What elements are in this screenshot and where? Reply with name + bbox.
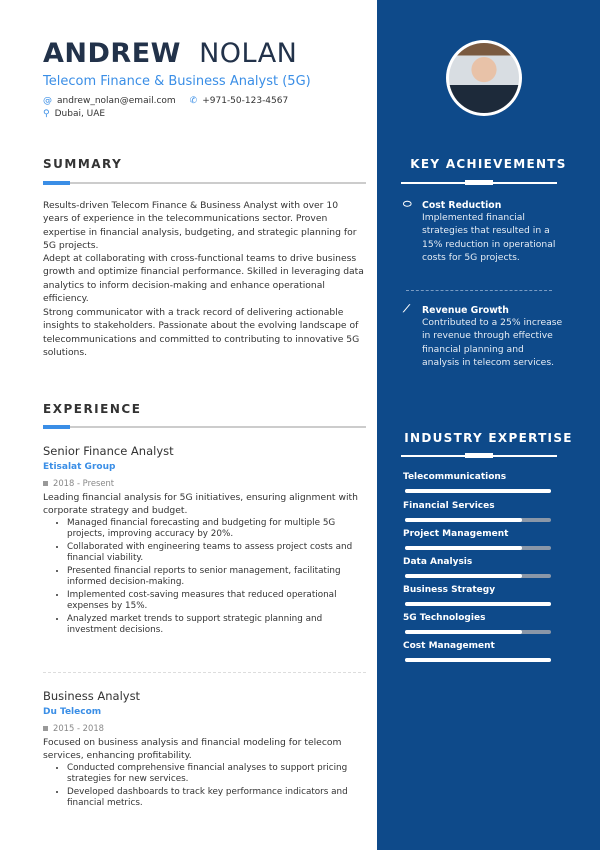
- bullet: • Presented financial reports to senior management, facilitating informed decision-making.: [67, 566, 373, 588]
- divider: [43, 426, 366, 428]
- calendar-icon: [43, 726, 48, 731]
- skill-item: [403, 501, 553, 522]
- company: Du Telecom: [43, 707, 102, 717]
- summary-paragraph: Strong communicator with a track record of delivering actionable insights to stakeholders. Passionate about the evolving landscape of telecommunications and committed to contributing to innovative 5G solutions.: [43, 307, 360, 358]
- job-separator: [43, 672, 366, 673]
- skill-item: [403, 613, 553, 634]
- expertise-heading: INDUSTRY EXPERTISE: [404, 431, 573, 445]
- profile-photo: [446, 40, 522, 116]
- job-bullets: [43, 518, 373, 636]
- piggy-bank-icon: ⬭: [403, 199, 412, 210]
- summary-paragraph: Adept at collaborating with cross-functional teams to drive business growth and optimize financial performance. Skilled in leveraging data analytics to inform decision-making and enhance operational efficiency.: [43, 253, 364, 304]
- skill-name: 5G Technologies: [403, 613, 486, 623]
- location: Dubai, UAE: [54, 109, 106, 119]
- divider: [401, 182, 557, 184]
- skill-level-bar: [405, 574, 551, 578]
- job-dates: [43, 478, 373, 488]
- phone-icon: ✆: [189, 96, 198, 106]
- achievement-text: Implemented financial strategies that resulted in a 15% reduction in operational costs for 5G projects.: [422, 212, 556, 263]
- skill-name: Financial Services: [403, 501, 495, 511]
- skill-level-fill: [405, 489, 551, 493]
- sidebar: [377, 0, 600, 850]
- map-pin-icon: ⚲: [43, 109, 50, 119]
- divider: [401, 455, 557, 457]
- skill-level-bar: [405, 630, 551, 634]
- candidate-name: [43, 38, 297, 69]
- job-summary: Leading financial analysis for 5G initiatives, ensuring alignment with corporate strategy and budget.: [43, 492, 358, 517]
- achievement-title: Revenue Growth: [422, 305, 509, 316]
- divider: [43, 182, 366, 184]
- achievement-item: [403, 200, 563, 264]
- bullet: • Analyzed market trends to support strategic planning and investment decisions.: [67, 614, 373, 636]
- skill-name: Telecommunications: [403, 472, 507, 482]
- skill-item: [403, 529, 553, 550]
- location-row: [43, 109, 105, 119]
- skill-item: [403, 641, 553, 662]
- skill-level-fill: [405, 602, 551, 606]
- chart-line-icon: ⟋: [403, 304, 410, 315]
- skill-level-fill: [405, 574, 522, 578]
- bullet: • Collaborated with engineering teams to assess project costs and financial viability.: [67, 542, 373, 564]
- skill-level-bar: [405, 518, 551, 522]
- bullet: • Conducted comprehensive financial analyses to support pricing strategies for new services.: [67, 763, 373, 785]
- job-entry: [43, 444, 373, 638]
- skill-name: Project Management: [403, 529, 509, 539]
- skill-item: [403, 557, 553, 578]
- job-role: Senior Finance Analyst: [43, 444, 174, 458]
- skill-level-fill: [405, 630, 522, 634]
- first-name: ANDREW: [43, 38, 181, 69]
- skill-name: Cost Management: [403, 641, 495, 651]
- email[interactable]: andrew_nolan@email.com: [57, 96, 176, 106]
- skill-level-fill: [405, 546, 522, 550]
- dates-text: 2018 - Present: [53, 478, 115, 488]
- dates-text: 2015 - 2018: [53, 723, 104, 733]
- job-role: Business Analyst: [43, 689, 141, 703]
- at-icon: @: [43, 96, 52, 106]
- summary-heading: SUMMARY: [43, 157, 123, 171]
- achievement-text: Contributed to a 25% increase in revenue through effective financial planning and analysis in telecom services.: [422, 317, 563, 368]
- achievement-separator: [406, 290, 552, 291]
- last-name: NOLAN: [199, 38, 298, 69]
- skill-name: Data Analysis: [403, 557, 473, 567]
- skill-level-fill: [405, 658, 551, 662]
- skill-level-fill: [405, 518, 522, 522]
- summary-paragraph: Results-driven Telecom Finance & Business Analyst with over 10 years of experience in the telecommunications sector. Proven expertise in financial analysis, budgeting, and strategic planning for 5G projects.: [43, 200, 357, 251]
- bullet: • Developed dashboards to track key performance indicators and financial metrics.: [67, 787, 373, 809]
- job-bullets: [43, 763, 373, 809]
- contact-row: [43, 96, 288, 106]
- job-summary: Focused on business analysis and financial modeling for telecom services, enhancing profitability.: [43, 737, 342, 762]
- job-title: Telecom Finance & Business Analyst (5G): [43, 74, 311, 89]
- job-entry: [43, 689, 373, 811]
- calendar-icon: [43, 481, 48, 486]
- skill-name: Business Strategy: [403, 585, 496, 595]
- phone[interactable]: +971-50-123-4567: [202, 96, 289, 106]
- job-dates: [43, 723, 373, 733]
- achievements-heading: KEY ACHIEVEMENTS: [410, 157, 567, 171]
- skill-item: [403, 472, 553, 493]
- skill-level-bar: [405, 546, 551, 550]
- experience-heading: EXPERIENCE: [43, 402, 142, 416]
- skill-item: [403, 585, 553, 606]
- bullet: • Implemented cost-saving measures that reduced operational expenses by 15%.: [67, 590, 373, 612]
- achievement-title: Cost Reduction: [422, 200, 502, 211]
- skill-level-bar: [405, 489, 551, 493]
- skill-level-bar: [405, 658, 551, 662]
- bullet: • Managed financial forecasting and budgeting for multiple 5G projects, improving accuracy by 20%.: [67, 518, 373, 540]
- achievement-item: [403, 305, 563, 369]
- company: Etisalat Group: [43, 462, 116, 472]
- skill-level-bar: [405, 602, 551, 606]
